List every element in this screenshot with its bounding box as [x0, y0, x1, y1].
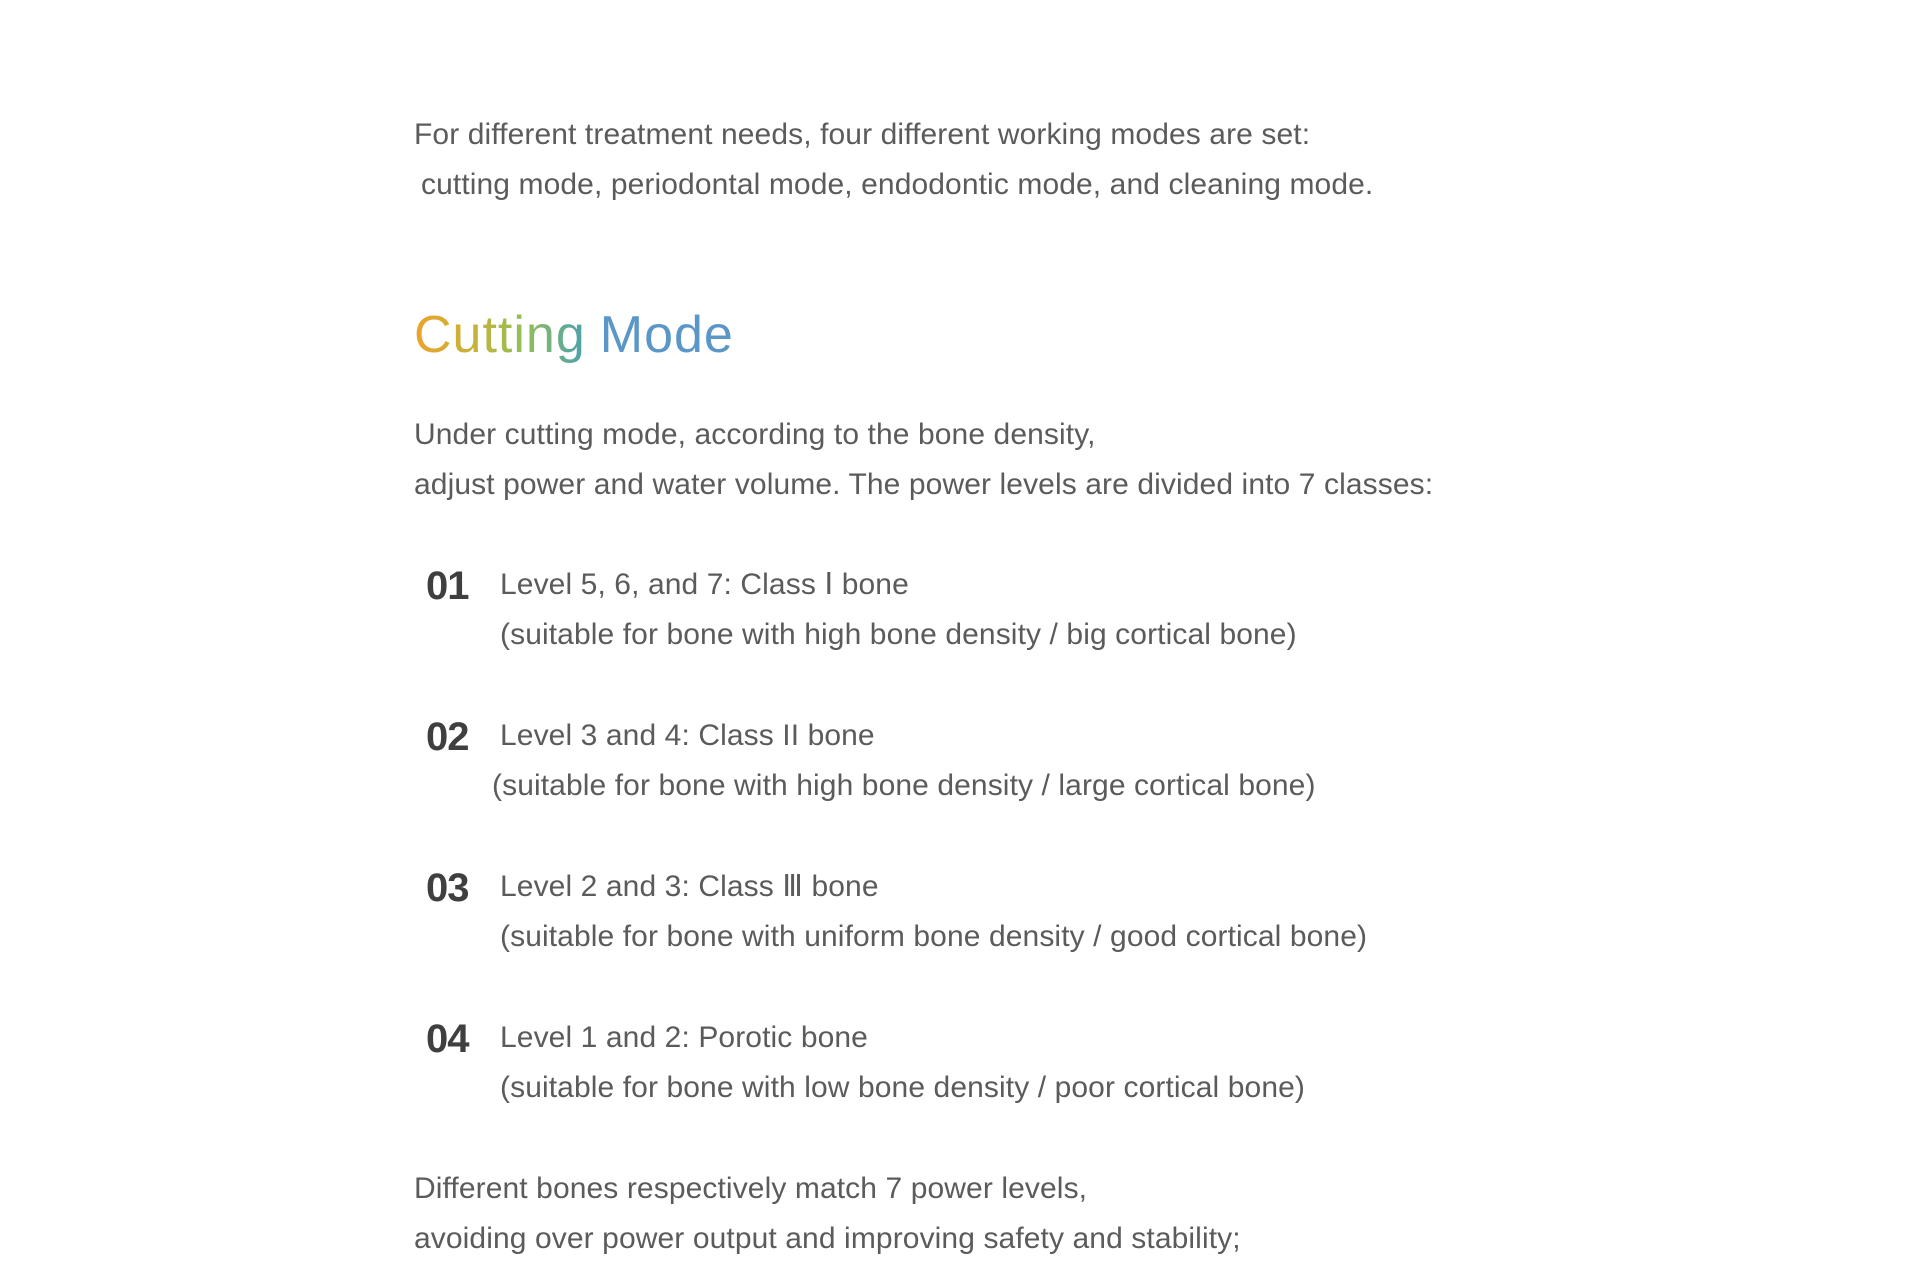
level-title: Level 5, 6, and 7: Class Ⅰ bone	[500, 568, 909, 601]
level-number: 03	[426, 866, 469, 910]
section-title	[414, 300, 1714, 370]
level-title: Level 3 and 4: Class II bone	[500, 719, 875, 752]
level-detail: (suitable for bone with high bone density / large cortical bone)	[492, 769, 1316, 802]
list-item	[414, 862, 1714, 962]
level-number: 04	[426, 1017, 469, 1061]
level-detail: (suitable for bone with high bone density / big cortical bone)	[500, 618, 1297, 651]
level-title: Level 1 and 2: Porotic bone	[500, 1021, 868, 1054]
level-detail: (suitable for bone with uniform bone density / good cortical bone)	[500, 920, 1368, 953]
level-title: Level 2 and 3: Class Ⅲ bone	[500, 870, 879, 903]
list-item	[414, 711, 1714, 811]
closing-line-1: Different bones respectively match 7 power levels,	[414, 1172, 1088, 1205]
section-description	[414, 410, 1714, 510]
intro-paragraph	[414, 110, 1714, 210]
section-title-word-cutting: Cutting	[414, 306, 586, 364]
list-item	[414, 1013, 1714, 1113]
closing-paragraph	[414, 1164, 1714, 1264]
section-title-word-mode: Mode	[599, 306, 734, 364]
level-number: 02	[426, 715, 469, 759]
level-detail: (suitable for bone with low bone density / poor cortical bone)	[500, 1071, 1305, 1104]
closing-line-2: avoiding over power output and improving safety and stability;	[414, 1222, 1241, 1255]
intro-line-1: For different treatment needs, four different working modes are set:	[414, 118, 1311, 151]
list-item	[414, 560, 1714, 660]
content-column	[414, 110, 1714, 1264]
level-number: 01	[426, 564, 469, 608]
description-line-2: adjust power and water volume. The power levels are divided into 7 classes:	[414, 468, 1434, 501]
description-line-1: Under cutting mode, according to the bone density,	[414, 418, 1096, 451]
level-list	[414, 560, 1714, 1113]
intro-line-2: cutting mode, periodontal mode, endodontic mode, and cleaning mode.	[421, 168, 1374, 201]
